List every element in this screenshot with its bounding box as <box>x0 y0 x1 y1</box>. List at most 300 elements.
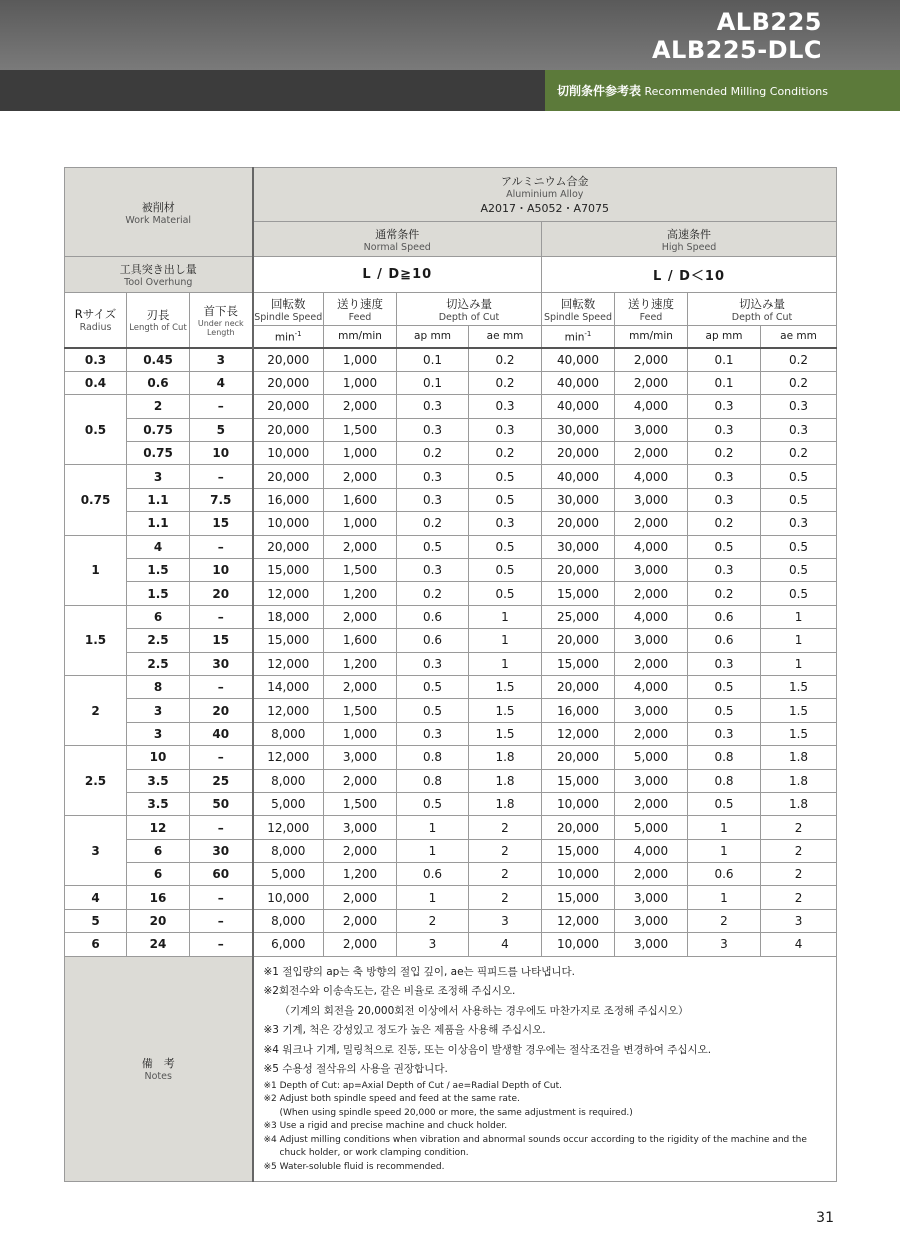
table-cell: 0.5 <box>397 699 469 722</box>
table-cell: 20,000 <box>542 442 615 465</box>
speed-en-high: Spindle Speed <box>543 311 613 323</box>
radius-cell: 5 <box>65 909 127 932</box>
table-cell: 2 <box>761 839 837 862</box>
unit-feed-high: mm/min <box>615 326 688 348</box>
ld-normal: L / D≧10 <box>253 257 542 293</box>
work-material-en: Work Material <box>125 214 192 226</box>
table-cell: 1 <box>397 839 469 862</box>
unit-min: min <box>274 331 295 343</box>
table-cell: 12,000 <box>253 746 324 769</box>
table-cell: 0.3 <box>397 722 469 745</box>
table-cell: 3 <box>397 933 469 956</box>
table-cell: 2.5 <box>127 652 190 675</box>
table-row <box>65 886 837 909</box>
table-cell: 3.5 <box>127 769 190 792</box>
table-cell: 10,000 <box>542 933 615 956</box>
table-cell: 4,000 <box>615 465 688 488</box>
table-cell: 0.5 <box>469 465 542 488</box>
work-material-header <box>65 168 253 257</box>
notes-label-jp: 備 考 <box>141 1057 175 1071</box>
table-cell: 0.5 <box>469 582 542 605</box>
table-cell: 0.3 <box>761 512 837 535</box>
radius-cell: 1.5 <box>65 605 127 675</box>
unit-ae-normal: ae mm <box>469 326 542 348</box>
table-cell: 1 <box>761 652 837 675</box>
ld-high: L / D＜10 <box>542 257 837 293</box>
work-material-jp: 被削材 <box>141 200 175 214</box>
table-cell: 1,200 <box>324 582 397 605</box>
table-cell: 0.3 <box>469 512 542 535</box>
loc-en: Length of Cut <box>129 322 187 333</box>
table-cell: 2 <box>397 909 469 932</box>
table-cell: 1.5 <box>127 559 190 582</box>
table-cell: 6 <box>127 605 190 628</box>
table-cell: 2 <box>761 816 837 839</box>
feed-jp: 送り速度 <box>337 296 383 311</box>
table-cell: 30 <box>190 652 253 675</box>
table-cell: 15,000 <box>253 629 324 652</box>
note-en: chuck holder, or work clamping condition. <box>279 1148 469 1159</box>
table-cell: 6 <box>127 839 190 862</box>
radius-cell: 1 <box>65 535 127 605</box>
table-cell: 0.2 <box>761 371 837 394</box>
table-cell: 5,000 <box>253 863 324 886</box>
table-cell: 3,000 <box>324 746 397 769</box>
table-row <box>65 418 837 441</box>
table-cell: 1 <box>761 605 837 628</box>
table-cell: 0.2 <box>688 512 761 535</box>
table-cell: 3 <box>469 909 542 932</box>
table-cell: 1,000 <box>324 442 397 465</box>
table-cell: 2,000 <box>615 792 688 815</box>
table-cell: 60 <box>190 863 253 886</box>
table-cell: 10 <box>190 559 253 582</box>
table-cell: 0.6 <box>127 371 190 394</box>
alloy-en: Aluminium Alloy <box>506 189 584 200</box>
radius-jp: Rサイズ <box>74 307 117 322</box>
table-cell: 8,000 <box>253 769 324 792</box>
table-cell: 0.3 <box>397 488 469 511</box>
table-cell: 15,000 <box>542 886 615 909</box>
table-cell: 0.3 <box>397 395 469 418</box>
table-cell: 4,000 <box>615 839 688 862</box>
alloy-grades: A2017・A5052・A7075 <box>480 202 610 215</box>
table-cell: 2 <box>127 395 190 418</box>
radius-cell: 2.5 <box>65 746 127 816</box>
table-cell: 2 <box>469 863 542 886</box>
subtitle-jp: 切削条件参考表 <box>557 84 642 98</box>
table-cell: 24 <box>127 933 190 956</box>
subtitle-en: Recommended Milling Conditions <box>644 85 828 98</box>
table-cell: 4,000 <box>615 535 688 558</box>
table-cell: 15,000 <box>542 769 615 792</box>
table-cell: 20 <box>190 582 253 605</box>
table-cell: 3,000 <box>615 699 688 722</box>
table-cell: 16 <box>127 886 190 909</box>
table-cell: 0.8 <box>397 769 469 792</box>
table-cell: 0.5 <box>761 559 837 582</box>
table-cell: 0.2 <box>469 442 542 465</box>
table-cell: 2,000 <box>324 465 397 488</box>
table-cell: 1 <box>397 886 469 909</box>
table-cell: 5,000 <box>615 816 688 839</box>
table-cell: 20 <box>190 699 253 722</box>
table-cell: 0.75 <box>127 418 190 441</box>
table-cell: 0.5 <box>469 535 542 558</box>
alloy-jp: アルミニウム合金 <box>501 175 589 188</box>
notes-content <box>253 956 837 1181</box>
table-cell: 2 <box>469 839 542 862</box>
table-cell: 3,000 <box>615 629 688 652</box>
table-cell: 15,000 <box>542 582 615 605</box>
feed-header-high <box>615 293 688 326</box>
table-cell: 0.5 <box>761 465 837 488</box>
table-row <box>65 839 837 862</box>
table-cell: 0.3 <box>469 418 542 441</box>
table-row <box>65 722 837 745</box>
table-cell: 4 <box>190 371 253 394</box>
table-cell: 0.2 <box>761 442 837 465</box>
table-cell: 3,000 <box>615 488 688 511</box>
table-cell: 2.5 <box>127 629 190 652</box>
table-cell: 0.5 <box>688 792 761 815</box>
unit-min-high: min <box>564 331 585 343</box>
note-kr: ※3 기계, 척은 강성있고 정도가 높은 제품을 사용해 주십시오. <box>263 1024 546 1037</box>
radius-cell: 4 <box>65 886 127 909</box>
table-cell: 3,000 <box>615 933 688 956</box>
table-cell: 10,000 <box>253 886 324 909</box>
table-cell: 0.2 <box>469 371 542 394</box>
table-cell: 1.5 <box>469 675 542 698</box>
table-cell: 1.5 <box>761 722 837 745</box>
table-cell: 0.3 <box>469 395 542 418</box>
table-cell: 12,000 <box>253 699 324 722</box>
table-cell: 0.2 <box>397 582 469 605</box>
doc-en-high: Depth of Cut <box>731 311 793 323</box>
radius-cell: 0.4 <box>65 371 127 394</box>
table-cell: 1.8 <box>469 746 542 769</box>
table-cell: 2,000 <box>615 348 688 372</box>
table-cell: 14,000 <box>253 675 324 698</box>
table-cell: 1,000 <box>324 512 397 535</box>
table-cell: 1.8 <box>761 769 837 792</box>
unit-feed-normal: mm/min <box>324 326 397 348</box>
table-row <box>65 816 837 839</box>
alloy-header <box>253 168 837 222</box>
table-cell: – <box>190 605 253 628</box>
neck-header <box>190 293 253 348</box>
table-cell: 0.1 <box>688 348 761 372</box>
table-cell: 0.5 <box>397 792 469 815</box>
table-cell: – <box>190 675 253 698</box>
table-row <box>65 746 837 769</box>
table-cell: 20,000 <box>253 535 324 558</box>
table-cell: 2,000 <box>324 605 397 628</box>
table-cell: 3.5 <box>127 792 190 815</box>
table-row <box>65 863 837 886</box>
table-cell: 3 <box>127 699 190 722</box>
table-cell: 0.2 <box>397 512 469 535</box>
overhang-jp: 工具突き出し量 <box>119 263 197 276</box>
table-cell: – <box>190 465 253 488</box>
table-cell: 2,000 <box>324 909 397 932</box>
table-cell: – <box>190 395 253 418</box>
table-cell: 0.5 <box>397 535 469 558</box>
unit-ap-high: ap mm <box>688 326 761 348</box>
radius-cell: 6 <box>65 933 127 956</box>
radius-header <box>65 293 127 348</box>
table-cell: 15,000 <box>253 559 324 582</box>
radius-en: Radius <box>79 322 112 334</box>
table-cell: – <box>190 816 253 839</box>
note-en: ※2 Adjust both spindle speed and feed at the same rate. <box>263 1094 520 1105</box>
table-cell: 1 <box>688 816 761 839</box>
table-cell: 1 <box>688 839 761 862</box>
table-cell: 3,000 <box>615 886 688 909</box>
table-cell: 2,000 <box>615 863 688 886</box>
note-en: ※3 Use a rigid and precise machine and chuck holder. <box>263 1121 508 1132</box>
speed-jp: 回転数 <box>271 296 306 311</box>
table-cell: 0.2 <box>688 442 761 465</box>
table-cell: 2,000 <box>324 886 397 909</box>
table-cell: 4 <box>761 933 837 956</box>
table-cell: 3,000 <box>615 559 688 582</box>
feed-en: Feed <box>348 311 372 323</box>
table-cell: 1 <box>397 816 469 839</box>
neck-en-2: Length <box>206 327 235 337</box>
high-speed-header <box>542 222 837 257</box>
overhang-en: Tool Overhung <box>124 277 193 288</box>
table-cell: 1,200 <box>324 652 397 675</box>
table-row <box>65 371 837 394</box>
table-cell: 20,000 <box>253 465 324 488</box>
note-kr: ※2회전수와 이송속도는, 같은 비율로 조정해 주십시오. <box>263 985 516 998</box>
table-cell: 4,000 <box>615 605 688 628</box>
table-cell: 20,000 <box>253 395 324 418</box>
note-kr: ※5 수용성 절삭유의 사용을 권장합니다. <box>263 1063 448 1076</box>
feed-en-high: Feed <box>639 311 663 323</box>
table-cell: 0.3 <box>397 465 469 488</box>
table-cell: 15 <box>190 629 253 652</box>
table-cell: 1.1 <box>127 512 190 535</box>
table-cell: 2,000 <box>615 512 688 535</box>
notes-label-en: Notes <box>144 1071 172 1083</box>
table-cell: 3 <box>127 465 190 488</box>
table-cell: 6,000 <box>253 933 324 956</box>
product-title-1: ALB225 <box>716 8 822 36</box>
table-cell: 0.3 <box>761 395 837 418</box>
table-cell: 2 <box>469 886 542 909</box>
table-cell: 2,000 <box>615 722 688 745</box>
notes-row <box>65 956 837 1181</box>
table-cell: 25 <box>190 769 253 792</box>
table-row <box>65 582 837 605</box>
speed-en: Spindle Speed <box>254 311 323 323</box>
table-cell: 0.6 <box>688 605 761 628</box>
table-cell: – <box>190 933 253 956</box>
table-cell: 1,200 <box>324 863 397 886</box>
table-row <box>65 395 837 418</box>
radius-cell: 0.3 <box>65 348 127 372</box>
feed-jp-high: 送り速度 <box>628 296 674 311</box>
table-cell: 3 <box>688 933 761 956</box>
doc-en: Depth of Cut <box>438 311 500 323</box>
table-cell: 2,000 <box>324 769 397 792</box>
table-cell: 1 <box>688 886 761 909</box>
table-row <box>65 699 837 722</box>
table-cell: 0.8 <box>688 769 761 792</box>
table-cell: 0.1 <box>397 348 469 372</box>
table-cell: 0.3 <box>397 652 469 675</box>
table-cell: 0.1 <box>688 371 761 394</box>
table-cell: 10 <box>190 442 253 465</box>
table-cell: 0.45 <box>127 348 190 372</box>
table-cell: 2,000 <box>615 371 688 394</box>
table-cell: 0.5 <box>688 675 761 698</box>
table-cell: 20,000 <box>542 746 615 769</box>
table-cell: 1 <box>761 629 837 652</box>
doc-header-normal <box>397 293 542 326</box>
table-cell: 16,000 <box>542 699 615 722</box>
table-cell: 15,000 <box>542 839 615 862</box>
table-cell: 3,000 <box>615 418 688 441</box>
table-cell: 15 <box>190 512 253 535</box>
note-en: (When using spindle speed 20,000 or more, the same adjustment is required.) <box>279 1107 633 1118</box>
table-cell: 2 <box>469 816 542 839</box>
table-cell: 40,000 <box>542 371 615 394</box>
table-cell: 3,000 <box>615 769 688 792</box>
table-cell: 4,000 <box>615 675 688 698</box>
table-cell: 12 <box>127 816 190 839</box>
table-cell: 0.3 <box>688 465 761 488</box>
table-cell: 20,000 <box>542 512 615 535</box>
table-cell: 20,000 <box>253 371 324 394</box>
table-cell: 2,000 <box>324 395 397 418</box>
unit-min-sup-high: -1 <box>584 329 592 338</box>
table-cell: 1,600 <box>324 629 397 652</box>
table-cell: 2,000 <box>324 933 397 956</box>
table-cell: 2,000 <box>615 652 688 675</box>
doc-jp: 切込み量 <box>446 296 492 311</box>
note-kr: （기계의 회전을 20,000회전 이상에서 사용하는 경우에도 마찬가지로 조정해 주십시오） <box>279 1004 689 1017</box>
section-subtitle <box>557 82 828 99</box>
table-cell: 0.5 <box>761 535 837 558</box>
table-cell: 0.6 <box>688 863 761 886</box>
neck-jp: 首下長 <box>203 303 238 318</box>
table-cell: – <box>190 535 253 558</box>
table-cell: 2 <box>761 886 837 909</box>
unit-speed-normal <box>253 326 324 348</box>
table-row <box>65 512 837 535</box>
table-cell: 1 <box>469 605 542 628</box>
table-cell: 0.6 <box>397 863 469 886</box>
table-cell: 1,500 <box>324 699 397 722</box>
table-cell: 0.6 <box>688 629 761 652</box>
table-cell: 0.5 <box>397 675 469 698</box>
table-cell: 1.5 <box>761 675 837 698</box>
table-cell: 40,000 <box>542 348 615 372</box>
table-cell: 20,000 <box>253 348 324 372</box>
table-cell: 20 <box>127 909 190 932</box>
table-cell: 30 <box>190 839 253 862</box>
table-cell: 25,000 <box>542 605 615 628</box>
table-cell: 40 <box>190 722 253 745</box>
table-cell: 5,000 <box>615 746 688 769</box>
table-cell: 1.8 <box>761 792 837 815</box>
table-cell: 3 <box>761 909 837 932</box>
page-number: 31 <box>816 1210 834 1226</box>
table-cell: 0.8 <box>397 746 469 769</box>
radius-cell: 0.5 <box>65 395 127 465</box>
table-row <box>65 442 837 465</box>
table-cell: 5,000 <box>253 792 324 815</box>
note-en: ※5 Water-soluble fluid is recommended. <box>263 1161 445 1172</box>
table-cell: 1.5 <box>761 699 837 722</box>
normal-jp: 通常条件 <box>375 227 420 241</box>
notes-label <box>65 956 253 1181</box>
table-cell: 2,000 <box>324 839 397 862</box>
table-cell: 2,000 <box>615 442 688 465</box>
table-cell: 1,600 <box>324 488 397 511</box>
table-cell: 0.6 <box>397 605 469 628</box>
table-cell: 0.6 <box>397 629 469 652</box>
table-cell: 8,000 <box>253 722 324 745</box>
table-cell: 10,000 <box>542 863 615 886</box>
radius-cell: 3 <box>65 816 127 886</box>
table-cell: 1,000 <box>324 371 397 394</box>
table-cell: 0.8 <box>688 746 761 769</box>
table-row <box>65 629 837 652</box>
table-cell: – <box>190 746 253 769</box>
table-cell: 2,000 <box>324 535 397 558</box>
unit-ae-high: ae mm <box>761 326 837 348</box>
table-cell: 1.8 <box>469 769 542 792</box>
speed-jp-high: 回転数 <box>560 296 596 311</box>
table-cell: 1,000 <box>324 348 397 372</box>
table-cell: 2 <box>688 909 761 932</box>
table-cell: 3,000 <box>615 909 688 932</box>
table-cell: 0.5 <box>688 535 761 558</box>
table-cell: 1.8 <box>469 792 542 815</box>
table-cell: 8,000 <box>253 839 324 862</box>
table-cell: 40,000 <box>542 395 615 418</box>
doc-header-high <box>688 293 837 326</box>
unit-speed-high <box>542 326 615 348</box>
table-cell: 0.5 <box>761 488 837 511</box>
table-cell: 2,000 <box>615 582 688 605</box>
table-cell: 40,000 <box>542 465 615 488</box>
table-cell: 1,500 <box>324 559 397 582</box>
table-cell: 8 <box>127 675 190 698</box>
table-cell: 0.5 <box>761 582 837 605</box>
table-cell: 12,000 <box>253 816 324 839</box>
table-cell: 0.3 <box>688 395 761 418</box>
note-en: ※4 Adjust milling conditions when vibration and abnormal sounds occur according to the rigidity of the machine and the <box>263 1134 807 1145</box>
table-cell: – <box>190 909 253 932</box>
table-row <box>65 909 837 932</box>
note-en: ※1 Depth of Cut: ap=Axial Depth of Cut / ae=Radial Depth of Cut. <box>263 1080 562 1091</box>
table-cell: 50 <box>190 792 253 815</box>
table-cell: 4 <box>127 535 190 558</box>
table-cell: 20,000 <box>542 629 615 652</box>
unit-ap-normal: ap mm <box>397 326 469 348</box>
table-cell: 12,000 <box>542 722 615 745</box>
table-cell: 10,000 <box>253 442 324 465</box>
high-en: High Speed <box>661 241 717 253</box>
table-cell: 2,000 <box>324 675 397 698</box>
table-row <box>65 348 837 372</box>
table-cell: 3,000 <box>324 816 397 839</box>
